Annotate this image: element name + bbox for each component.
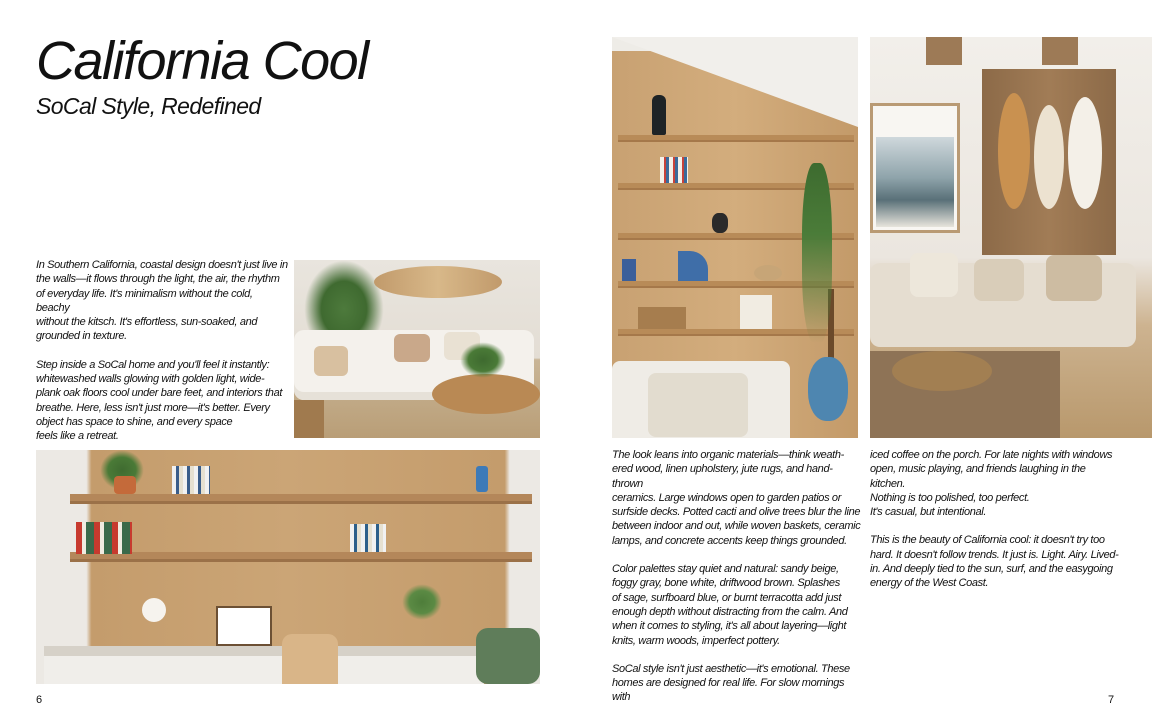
paragraph: In Southern California, coastal design doesn't just live in the walls—it flows through the light, the air, the rhythm of everyday life. It's minimalism without the cold, beachy without the kitsch. It's effortless, sun-soaked, and grounded in texture. — [36, 259, 288, 343]
shelf — [618, 135, 854, 140]
terracotta-pot — [114, 476, 136, 494]
pillow — [648, 373, 748, 437]
page-subtitle: SoCal Style, Redefined — [36, 93, 261, 119]
right-column-text — [870, 448, 1120, 605]
woven-basket — [294, 400, 324, 438]
hanging-plant — [802, 163, 832, 343]
surfboard — [998, 93, 1030, 209]
woven-box — [638, 307, 686, 329]
page-number-right: 7 — [1108, 694, 1115, 706]
pillow — [314, 346, 348, 376]
books — [350, 524, 386, 552]
surfboard-room-photo — [870, 37, 1152, 438]
books — [660, 157, 688, 183]
palm-plant — [304, 260, 384, 330]
sloped-ceiling — [612, 37, 858, 127]
framed-photo — [216, 606, 272, 646]
page-number-left: 6 — [36, 694, 43, 706]
books — [622, 259, 636, 281]
electric-guitar — [808, 357, 848, 421]
paragraph: SoCal style isn't just aesthetic—it's emotional. These homes are designed for real life. For slow mornings with — [612, 662, 850, 704]
record-cover — [740, 295, 772, 329]
ocean-print — [876, 137, 954, 227]
globe-lamp — [142, 598, 166, 622]
shelving-photo — [612, 37, 858, 438]
pillow — [1046, 255, 1102, 301]
paragraph: The look leans into organic materials—think weath- ered wood, linen upholstery, jute rugs, and hand-thrown ceramics. Large windows open to garden patios or surfside decks. Potted cacti and olive trees blur the line between indoor and out, while woven baskets, ceramic lamps, and concrete accents keep things grounded. — [612, 449, 861, 547]
chair — [282, 634, 338, 684]
pillow — [910, 253, 958, 297]
floating-shelf — [70, 494, 532, 501]
checkered-vase — [712, 213, 728, 233]
pillow — [974, 259, 1024, 301]
surfboard — [1034, 105, 1064, 209]
books — [76, 522, 132, 554]
ceiling-beam — [926, 37, 962, 65]
living-room-photo — [294, 260, 540, 438]
surfboard — [1068, 97, 1102, 209]
wall-surfboard — [374, 266, 502, 298]
books — [172, 466, 210, 494]
fin-sculpture — [678, 251, 708, 281]
ceiling-beam — [1042, 37, 1078, 65]
blue-vase — [476, 466, 488, 492]
potted-plant — [402, 584, 442, 620]
desk-top — [44, 646, 484, 656]
paragraph: This is the beauty of California cool: it doesn't try too hard. It doesn't follow trends. It just is. Light. Airy. Lived- in. And deeply tied to the sun, surf, and the easygoing energy of the West Coast. — [870, 534, 1119, 590]
middle-column-text — [612, 448, 862, 719]
floating-shelf — [70, 552, 532, 559]
table-plant — [460, 342, 506, 378]
vase — [652, 95, 666, 135]
striped-pillow — [476, 628, 540, 684]
pillow — [394, 334, 430, 362]
bowl — [754, 265, 782, 281]
page-title: California Cool — [36, 31, 368, 91]
rattan-coffee-table — [432, 374, 540, 414]
study-nook-photo — [36, 450, 540, 684]
paragraph: Step inside a SoCal home and you'll feel it instantly: whitewashed walls glowing with golden light, wide- plank oak floors cool under bare feet, and interiors that breathe. Here, less isn't just more—it's better. Every object has space to shine, and every space feels like a retreat. — [36, 358, 283, 443]
left-column-text — [36, 258, 288, 458]
desk-cabinet — [44, 656, 484, 684]
woven-bowl — [892, 351, 992, 391]
paragraph: iced coffee on the porch. For late nights with windows open, music playing, and friends laughing in the kitchen. Nothing is too polished, too perfect. It's casual, but intentional. — [870, 449, 1113, 519]
paragraph: Color palettes stay quiet and natural: sandy beige, foggy gray, bone white, driftwood brown. Splashes of sage, surfboard blue, or burnt terracotta add just enough depth without distracting from the calm. And when it comes to styling, it's all about layering—light knits, warm woods, imperfect pottery. — [612, 563, 848, 647]
